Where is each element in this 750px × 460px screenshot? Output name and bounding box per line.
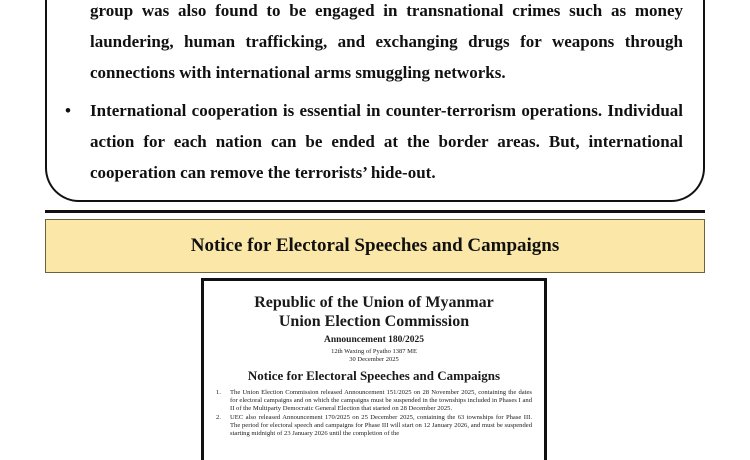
announcement-title-line1: Republic of the Union of Myanmar bbox=[254, 294, 494, 311]
bullet-list bbox=[45, 0, 705, 188]
section-divider bbox=[45, 210, 705, 213]
banner-title: Notice for Electoral Speeches and Campaigns bbox=[190, 235, 560, 256]
announcement-paragraph bbox=[216, 389, 532, 414]
paragraph-text: UEC also released Announcement 170/2025 on 25 December 2025, containing the 63 townships for Phase III. The period for electoral speech and campaigns for Phase III will start on 12 January 2026, and must be suspended starting midnight of 23 January 2026 until the completion of the bbox=[230, 413, 532, 438]
bullet-dot-icon: • bbox=[65, 101, 71, 120]
bullet-item-continued bbox=[45, 0, 705, 88]
paragraph-number: 1. bbox=[216, 389, 221, 396]
announcement-date bbox=[216, 348, 532, 364]
bullet-item-cooperation bbox=[45, 95, 705, 188]
bullet-text: group was also found to be engaged in transnational crimes such as money laundering, human trafficking, and exchanging drugs for weapons through connections with international arms smuggling networks. bbox=[90, 1, 683, 82]
paragraph-text: The Union Election Commission released Announcement 151/2025 on 28 November 2025, containing the dates for electoral campaigns and on which the campaigns must be suspended in the townships included in Phases I and II of the Multiparty Democratic General Election that started on 28 December 2025. bbox=[230, 389, 532, 413]
notice-banner bbox=[45, 219, 705, 273]
announcement-image bbox=[201, 278, 547, 460]
announcement-paragraph bbox=[216, 414, 532, 439]
announcement-paragraphs bbox=[216, 389, 532, 438]
announcement-number: Announcement 180/2025 bbox=[323, 335, 425, 345]
announcement-heading: Notice for Electoral Speeches and Campaigns bbox=[247, 368, 501, 383]
announcement-date-myanmar: 12th Waxing of Pyatho 1387 ME bbox=[331, 348, 417, 355]
announcement-title bbox=[216, 293, 532, 331]
announcement-date-gregorian: 30 December 2025 bbox=[349, 356, 399, 363]
bullet-text: International cooperation is essential in counter-terrorism operations. Individual action for each nation can be ended at the border areas. But, international cooperation can remove the terrorists’ hide-out. bbox=[90, 101, 683, 182]
announcement-title-line2: Union Election Commission bbox=[278, 313, 470, 330]
paragraph-number: 2. bbox=[216, 413, 221, 421]
